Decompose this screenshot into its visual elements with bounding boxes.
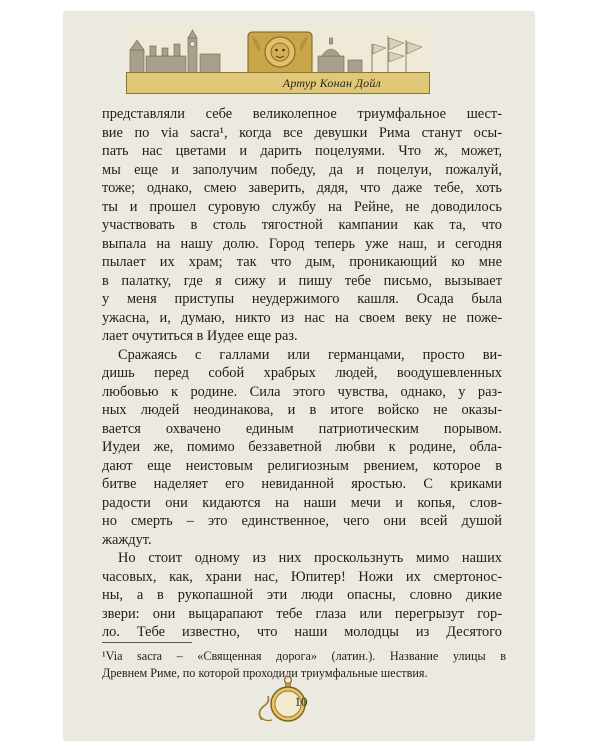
text-line: Сражаясь с галлами или германцами, просто ви- xyxy=(118,346,502,363)
text-line: вие по via sacra¹, когда все девушки Рима станут осы- xyxy=(102,124,502,141)
text-line: битве наделяет его невиданной яростью. С криками xyxy=(102,476,502,492)
text-line: представляли себе великолепное триумфальное шест- xyxy=(102,106,502,122)
text-line: ло. Тебе известно, что наши молодцы из Десятого xyxy=(102,624,502,640)
text-line: Но стоит одному из них проскользнуть мимо наших xyxy=(118,550,502,566)
text-line: но смерть – это единственное, чего они всей душой xyxy=(102,513,502,529)
text-line: ных людей неодинакова, и в итоге войско не оказы- xyxy=(102,402,502,418)
text-line: ты и прошел суровую службу на Рейне, не доводилось xyxy=(102,198,502,215)
text-line: у меня приступы неудержимого кашля. Осада была xyxy=(102,291,502,307)
text-line: жаждут. xyxy=(102,531,152,548)
running-header xyxy=(126,72,430,94)
text-line: тоже; однако, смею заверить, дядя, что даже тебе, хоть xyxy=(102,180,502,196)
text-line: радости они кидаются на наши мечи и копья, слов- xyxy=(102,494,502,511)
text-line: часовых, как, храни нас, Юпитер! Ножи их смертонос- xyxy=(102,568,502,585)
footnote-line: Древнем Риме, по которой проходили триумфальные шествия. xyxy=(102,666,428,680)
footnote-line: ¹Via sacra – «Священная дорога» (латин.). Название улицы в xyxy=(102,649,506,663)
text-line: любовью к родине. Сила этого чувства, однако, у раз- xyxy=(102,383,502,400)
book-page xyxy=(64,12,534,740)
text-line: Иудеи же, помимо беззаветной любви к родине, обла- xyxy=(102,439,502,455)
text-line: звери: они выцарапают тебе глаза или перегрызут гор- xyxy=(102,605,502,622)
text-line: ужасна, и, думаю, никто из нас на своем веку не поже- xyxy=(102,309,502,326)
page-number: 10 xyxy=(294,694,308,709)
text-line: участвовать в столь тягостной кампании как та, что xyxy=(102,217,502,233)
text-line: пать нас цветами и дарить поцелуями. Что ж, может, xyxy=(102,143,502,159)
text-line: вается охвачено единым патриотическим порывом. xyxy=(102,420,502,437)
text-line: дишь перед собой храбрых людей, воодушевленных xyxy=(102,365,502,381)
text-line: ны, а в рукопашной эти люди опасны, словно дикие xyxy=(102,587,502,603)
text-line: в палатку, где я сижу и пишу тебе письмо, вызывает xyxy=(102,272,502,289)
author-name: Артур Конан Дойл xyxy=(282,75,381,90)
text-line: пылает их храм; так что дым, проникающий ко мне xyxy=(102,254,502,270)
text-line: дают еще неистовым религиозным рвением, которое в xyxy=(102,457,502,474)
text-line: мы еще и заполучим победу, да и поцелуи, пожалуй, xyxy=(102,161,502,178)
body-text xyxy=(102,105,502,642)
text-line: выпала на нашу долю. Город теперь уже наш, и сегодня xyxy=(102,235,502,252)
footnote-divider xyxy=(102,642,192,643)
text-line: лает очутиться в Иудее еще раз. xyxy=(102,328,298,344)
